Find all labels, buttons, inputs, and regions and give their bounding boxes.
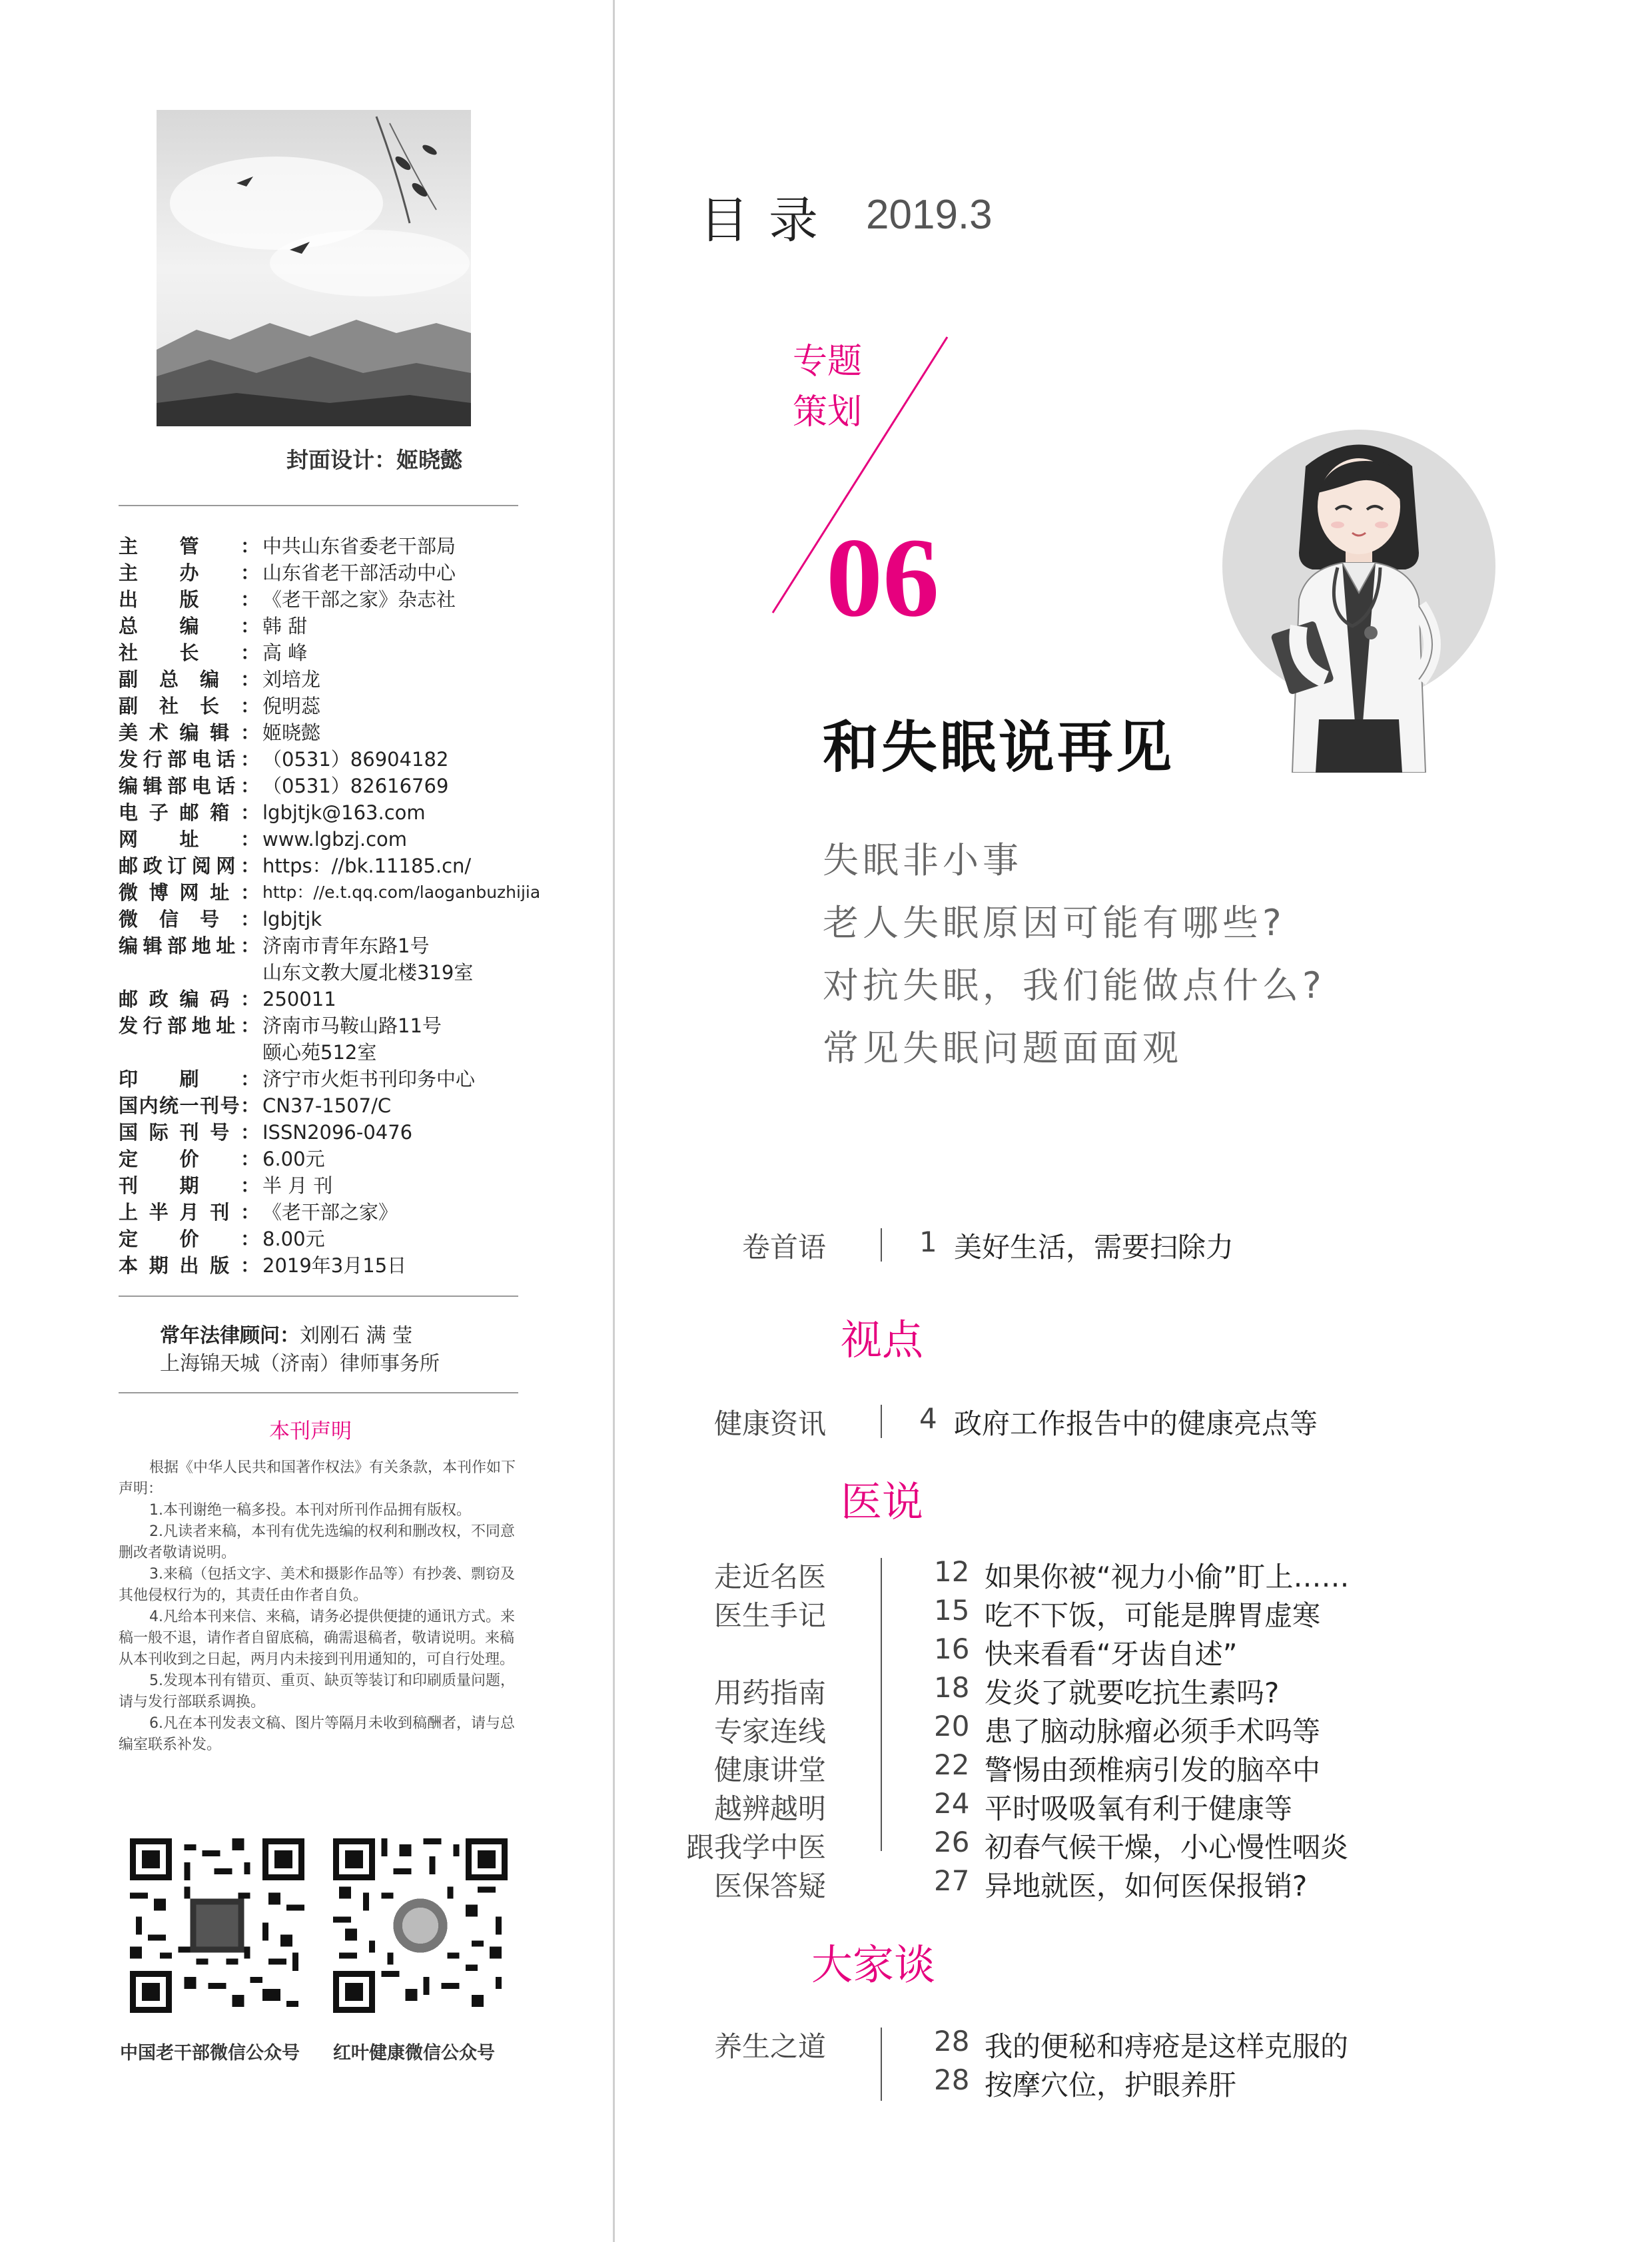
- masthead-key: 微信号：: [119, 908, 260, 931]
- toc-page: 15: [934, 1594, 970, 1627]
- toc-article-title: 我的便秘和痔疮是这样克服的: [985, 2030, 1349, 2063]
- masthead-key: 社长：: [119, 641, 260, 664]
- toc-entry[interactable]: [0, 1402, 1318, 1441]
- masthead-key: 网址：: [119, 828, 260, 851]
- masthead-value: 《老干部之家》杂志社: [262, 588, 456, 611]
- cover-credit: 封面设计：姬晓懿: [286, 447, 462, 473]
- masthead-key: 邮政编码：: [119, 988, 260, 1010]
- toc-article-title: 按摩穴位，护眼养肝: [985, 2069, 1237, 2101]
- masthead-value: 济南市马鞍山路11号 颐心苑512室: [262, 1014, 442, 1064]
- toc-page: 4: [919, 1402, 937, 1435]
- toc-entry[interactable]: [0, 1633, 1238, 1671]
- masthead-row: [119, 826, 532, 853]
- masthead-row: [119, 1146, 532, 1172]
- masthead-key: 主管：: [119, 535, 260, 558]
- toc-entry[interactable]: [0, 1710, 1321, 1748]
- masthead-row: [119, 586, 532, 613]
- masthead-value: （0531）82616769: [262, 775, 449, 797]
- masthead-key: 印刷：: [119, 1068, 260, 1090]
- masthead-key: 电子邮箱：: [119, 801, 260, 824]
- masthead-value: 高 峰: [262, 641, 308, 664]
- toc-entry[interactable]: [0, 1787, 1293, 1826]
- masthead-key: 微博网址：: [119, 881, 260, 904]
- section-heading-medical: 医说: [841, 1477, 924, 1526]
- toc-column: 医保答疑: [713, 1870, 826, 1902]
- toc-page: 26: [934, 1826, 970, 1858]
- toc-article-title: 吃不下饭，可能是脾胃虚寒: [985, 1599, 1321, 1632]
- masthead-row: [119, 639, 532, 666]
- toc-column: 用药指南: [713, 1677, 826, 1709]
- masthead-row: [119, 666, 532, 693]
- toc-column: 越辨越明: [713, 1792, 826, 1825]
- legal-label: 常年法律顾问：: [160, 1324, 300, 1347]
- qr-caption-hongye: 红叶健康微信公众号: [333, 2043, 495, 2063]
- masthead-value: lgbjtjk: [262, 908, 322, 931]
- masthead-row: [119, 1012, 532, 1066]
- toc-page: 1: [919, 1226, 937, 1258]
- toc-entry[interactable]: [0, 1671, 1280, 1710]
- toc-column: 医生手记: [713, 1599, 826, 1632]
- masthead-value: 《老干部之家》: [262, 1201, 398, 1224]
- masthead-value: CN37-1507/C: [262, 1094, 392, 1117]
- notice-paragraph: 1.本刊谢绝一稿多投。本刊对所刊作品拥有版权。: [149, 1502, 471, 1519]
- feature-subtopic: 老人失眠原因可能有哪些?: [823, 902, 1286, 944]
- legal-names: 刘刚石 满 莹: [300, 1324, 413, 1347]
- toc-entry[interactable]: [0, 1555, 1350, 1594]
- masthead-value: 中共山东省委老干部局: [262, 535, 456, 558]
- toc-article-title: 快来看看“牙齿自述”: [985, 1638, 1238, 1671]
- masthead-key: 国际刊号：: [119, 1121, 260, 1144]
- special-feature-line2: 策划: [793, 392, 863, 432]
- toc-title: 目录: [699, 192, 838, 249]
- masthead-value: 半 月 刊: [262, 1174, 333, 1197]
- toc-article-title: 平时吸吸氧有利于健康等: [985, 1792, 1293, 1825]
- toc-entry[interactable]: [0, 1748, 1321, 1787]
- toc-column: 走近名医: [713, 1561, 826, 1593]
- toc-column: 跟我学中医: [685, 1831, 826, 1864]
- masthead-value: （0531）86904182: [262, 748, 449, 771]
- left-divider-bottom: [119, 1392, 518, 1393]
- notice-paragraph: 2.凡读者来稿，本刊有优先选编的权利和删改权，不同意删改者敬请说明。: [119, 1523, 515, 1561]
- toc-page: 12: [934, 1555, 970, 1588]
- toc-entry[interactable]: [0, 1226, 1234, 1264]
- toc-separator: [881, 1405, 882, 1438]
- toc-article-title: 发炎了就要吃抗生素吗?: [985, 1677, 1280, 1709]
- masthead-key: 编辑部地址：: [119, 934, 260, 957]
- masthead-row: [119, 1092, 532, 1119]
- masthead-row: [119, 613, 532, 639]
- masthead-row: [119, 906, 532, 933]
- toc-article-title: 美好生活，需要扫除力: [954, 1231, 1234, 1264]
- toc-column: 健康资讯: [713, 1407, 826, 1440]
- legal-counsel: [160, 1322, 440, 1378]
- masthead-key: 美术编辑：: [119, 721, 260, 744]
- toc-page: 28: [934, 2025, 970, 2057]
- masthead-value: 济宁市火炬书刊印务中心: [262, 1068, 476, 1090]
- masthead-row: [119, 773, 532, 799]
- masthead-row: [119, 746, 532, 773]
- toc-entry[interactable]: [0, 1864, 1308, 1903]
- masthead-value: ISSN2096-0476: [262, 1121, 413, 1144]
- toc-article-title: 政府工作报告中的健康亮点等: [954, 1407, 1318, 1440]
- masthead-key: 邮政订阅网：: [119, 855, 260, 877]
- masthead-key: 副总编：: [119, 668, 260, 691]
- masthead-row: [119, 879, 541, 906]
- masthead-row: [119, 853, 532, 879]
- doctor-illustration: [1219, 426, 1499, 775]
- masthead-value: lgbjtjk@163.com: [262, 801, 426, 824]
- toc-separator: [881, 1558, 882, 1851]
- special-feature-line1: 专题: [793, 342, 863, 382]
- masthead-row: [119, 799, 532, 826]
- page-divider: [613, 0, 615, 2242]
- toc-separator: [881, 2028, 882, 2101]
- masthead-value: 韩 甜: [262, 615, 308, 637]
- masthead-row: [119, 719, 532, 746]
- masthead-value: 8.00元: [262, 1228, 325, 1250]
- feature-subtopic: 常见失眠问题面面观: [823, 1027, 1182, 1069]
- masthead: [119, 533, 541, 1279]
- toc-page: 27: [934, 1864, 970, 1897]
- section-heading-discussion: 大家谈: [811, 1940, 936, 1989]
- toc-page: 20: [934, 1710, 970, 1742]
- toc-page: 22: [934, 1748, 970, 1781]
- masthead-key: 主办：: [119, 561, 260, 584]
- toc-separator: [881, 1228, 882, 1262]
- notice-paragraph: 根据《中华人民共和国著作权法》有关条款，本刊作如下声明：: [119, 1459, 516, 1497]
- masthead-row: [119, 1066, 532, 1092]
- masthead-value: 250011: [262, 988, 336, 1010]
- toc-column: 卷首语: [741, 1231, 826, 1264]
- masthead-value: 山东省老干部活动中心: [262, 561, 456, 584]
- section-heading-viewpoint: 视点: [841, 1315, 924, 1364]
- toc-column: 健康讲堂: [713, 1754, 826, 1786]
- toc-article-title: 警惕由颈椎病引发的脑卒中: [985, 1754, 1321, 1786]
- masthead-value: www.lgbzj.com: [262, 828, 408, 851]
- masthead-value: 倪明蕊: [262, 695, 321, 717]
- masthead-row: [119, 933, 532, 986]
- masthead-value: 6.00元: [262, 1148, 325, 1170]
- masthead-key: 发行部电话：: [119, 748, 260, 771]
- special-feature-label: [793, 336, 862, 438]
- masthead-value: https：//bk.11185.cn/: [262, 855, 472, 877]
- qr-caption-laoganbu: 中国老干部微信公众号: [120, 2043, 300, 2063]
- masthead-key: 发行部地址：: [119, 1014, 260, 1037]
- feature-subtopic: 失眠非小事: [823, 839, 1023, 881]
- notice-title: 本刊声明: [269, 1419, 352, 1443]
- masthead-key: 定价：: [119, 1228, 260, 1250]
- notice-paragraph: 6.凡在本刊发表文稿、图片等隔月未收到稿酬者，请与总编室联系补发。: [119, 1715, 515, 1753]
- masthead-key: 定价：: [119, 1148, 260, 1170]
- notice-paragraph: 4.凡给本刊来信、来稿，请务必提供便捷的通讯方式。来稿一般不退，请作者自留底稿，确需退稿者，敬请说明。来稿从本刊收到之日起，两月内未接到刊用通知的，可自行处理。: [119, 1609, 515, 1668]
- toc-page: 16: [934, 1633, 970, 1665]
- masthead-row: [119, 986, 532, 1012]
- toc-column: 专家连线: [713, 1715, 826, 1748]
- toc-page: 24: [934, 1787, 970, 1820]
- feature-title[interactable]: 和失眠说再见: [823, 714, 1175, 780]
- masthead-row: [119, 1172, 532, 1199]
- legal-firm: 上海锦天城（济南）律师事务所: [160, 1352, 440, 1375]
- masthead-row: [119, 560, 532, 586]
- masthead-value: 姬晓懿: [262, 721, 321, 744]
- feature-subtopic: 对抗失眠，我们能做点什么?: [823, 964, 1326, 1006]
- feature-page-number: 06: [826, 515, 939, 640]
- masthead-key: 出版：: [119, 588, 260, 611]
- masthead-key: 副社长：: [119, 695, 260, 717]
- notice-paragraph: 3.来稿（包括文字、美术和摄影作品等）有抄袭、剽窃及其他侵权行为的，其责任由作者自负。: [119, 1566, 515, 1604]
- toc-entry[interactable]: [0, 2025, 1349, 2063]
- feature-subtopics: [823, 829, 1326, 1080]
- masthead-value: 济南市青年东路1号 山东文教大厦北楼319室: [262, 934, 474, 984]
- notice-paragraph: 5.发现本刊有错页、重页、缺页等装订和印刷质量问题，请与发行部联系调换。: [119, 1673, 515, 1710]
- masthead-key: 刊期：: [119, 1174, 260, 1197]
- masthead-value: http：//e.t.qq.com/laoganbuzhijia: [262, 883, 541, 902]
- masthead-row: [119, 1199, 532, 1226]
- toc-page: 18: [934, 1671, 970, 1704]
- masthead-key: 总编：: [119, 615, 260, 637]
- masthead-row: [119, 533, 532, 560]
- cover-image: [157, 110, 471, 426]
- masthead-row: [119, 1119, 532, 1146]
- masthead-key: 本期出版：: [119, 1254, 260, 1277]
- toc-article-title: 初春气候干燥，小心慢性咽炎: [985, 1831, 1349, 1864]
- masthead-row: [119, 693, 532, 719]
- left-divider-mid: [119, 1296, 518, 1297]
- toc-entry[interactable]: [0, 1594, 1321, 1633]
- masthead-value: 2019年3月15日: [262, 1254, 407, 1277]
- toc-article-title: 患了脑动脉瘤必须手术吗等: [985, 1715, 1321, 1748]
- toc-article-title: 异地就医，如何医保报销?: [985, 1870, 1308, 1902]
- masthead-key: 国内统一刊号：: [119, 1094, 260, 1117]
- toc-entry[interactable]: [0, 1826, 1349, 1864]
- toc-column: 养生之道: [713, 2030, 826, 2063]
- masthead-value: 刘培龙: [262, 668, 321, 691]
- masthead-key: 上半月刊：: [119, 1201, 260, 1224]
- toc-entry[interactable]: [0, 2063, 1237, 2102]
- left-divider-top: [119, 505, 518, 506]
- masthead-key: 编辑部电话：: [119, 775, 260, 797]
- toc-article-title: 如果你被“视力小偷”盯上……: [985, 1561, 1350, 1593]
- issue-date: 2019.3: [866, 192, 993, 238]
- toc-page: 28: [934, 2063, 970, 2096]
